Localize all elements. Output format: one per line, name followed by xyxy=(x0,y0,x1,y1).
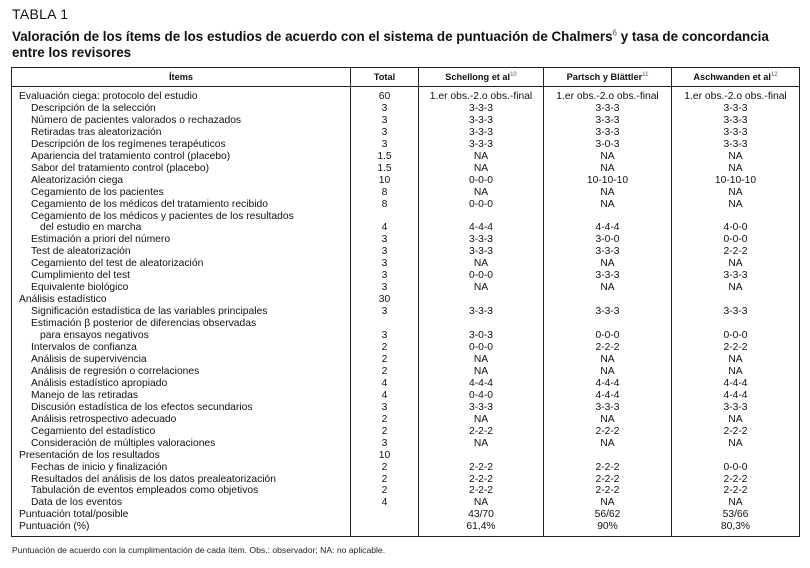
table-row xyxy=(12,390,800,402)
cell-total: 4 xyxy=(351,222,419,234)
cell-item: Intervalos de confianza xyxy=(12,342,351,354)
cell-schellong: NA xyxy=(419,414,544,426)
table-row xyxy=(12,354,800,366)
cell-item: Cegamiento del estadístico xyxy=(12,426,351,438)
table-row xyxy=(12,139,800,151)
cell-aschwanden: 3-3-3 xyxy=(672,402,800,414)
cell-partsch xyxy=(544,450,672,462)
cell-aschwanden: 3-3-3 xyxy=(672,115,800,127)
cell-item: Análisis estadístico apropiado xyxy=(12,378,351,390)
table-row xyxy=(12,234,800,246)
table-row xyxy=(12,318,800,330)
header-ref: 12 xyxy=(770,71,778,78)
cell-total: 2 xyxy=(351,342,419,354)
cell-schellong: NA xyxy=(419,151,544,163)
cell-item: Cegamiento de los médicos del tratamiento recibido xyxy=(12,199,351,211)
cell-total: 2 xyxy=(351,414,419,426)
cell-aschwanden xyxy=(672,294,800,306)
table-row xyxy=(12,246,800,258)
table-row xyxy=(12,330,800,342)
cell-aschwanden: 10-10-10 xyxy=(672,175,800,187)
cell-total: 3 xyxy=(351,402,419,414)
cell-total: 2 xyxy=(351,485,419,497)
table-row xyxy=(12,103,800,115)
cell-partsch: 3-0-0 xyxy=(544,234,672,246)
cell-aschwanden: 80,3% xyxy=(672,521,800,536)
table-row xyxy=(12,175,800,187)
cell-item: Descripción de los regímenes terapéuticos xyxy=(12,139,351,151)
table-row xyxy=(12,151,800,163)
cell-schellong: 2-2-2 xyxy=(419,485,544,497)
cell-total: 8 xyxy=(351,199,419,211)
cell-total: 3 xyxy=(351,438,419,450)
table-row xyxy=(12,509,800,521)
cell-item: Análisis de regresión o correlaciones xyxy=(12,366,351,378)
cell-aschwanden xyxy=(672,450,800,462)
cell-partsch: NA xyxy=(544,354,672,366)
cell-partsch: 3-3-3 xyxy=(544,402,672,414)
cell-total: 3 xyxy=(351,115,419,127)
cell-item: Puntuación (%) xyxy=(12,521,351,536)
cell-partsch: 2-2-2 xyxy=(544,462,672,474)
cell-item: para ensayos negativos xyxy=(12,330,351,342)
table-title xyxy=(12,29,802,61)
cell-total: 3 xyxy=(351,103,419,115)
cell-item: Análisis retrospectivo adecuado xyxy=(12,414,351,426)
cell-item: Sabor del tratamiento control (placebo) xyxy=(12,163,351,175)
cell-aschwanden: NA xyxy=(672,151,800,163)
cell-aschwanden: NA xyxy=(672,414,800,426)
cell-aschwanden xyxy=(672,211,800,223)
cell-partsch xyxy=(544,211,672,223)
cell-partsch: 3-3-3 xyxy=(544,115,672,127)
cell-partsch: 3-0-3 xyxy=(544,139,672,151)
cell-total: 3 xyxy=(351,127,419,139)
table-row xyxy=(12,378,800,390)
header-total: Total xyxy=(351,68,419,87)
cell-aschwanden: 53/66 xyxy=(672,509,800,521)
cell-item: Manejo de las retiradas xyxy=(12,390,351,402)
cell-item: Aleatorización ciega xyxy=(12,175,351,187)
table-row xyxy=(12,497,800,509)
cell-item: Tabulación de eventos empleados como objetivos xyxy=(12,485,351,497)
cell-aschwanden: 2-2-2 xyxy=(672,342,800,354)
table-row xyxy=(12,366,800,378)
table-label: TABLA 1 xyxy=(12,6,69,22)
cell-aschwanden: 3-3-3 xyxy=(672,139,800,151)
cell-total: 4 xyxy=(351,390,419,402)
table-row xyxy=(12,258,800,270)
header-items: Ítems xyxy=(12,68,351,87)
cell-schellong: 2-2-2 xyxy=(419,426,544,438)
cell-aschwanden: NA xyxy=(672,438,800,450)
cell-total: 3 xyxy=(351,330,419,342)
table-row xyxy=(12,438,800,450)
cell-aschwanden: 2-2-2 xyxy=(672,426,800,438)
cell-item: Discusión estadística de los efectos secundarios xyxy=(12,402,351,414)
cell-schellong: 1.er obs.-2.o obs.-final xyxy=(419,87,544,103)
cell-schellong: NA xyxy=(419,366,544,378)
cell-item: Cegamiento de los médicos y pacientes de los resultados xyxy=(12,211,351,223)
cell-item: Cegamiento del test de aleatorización xyxy=(12,258,351,270)
cell-aschwanden xyxy=(672,318,800,330)
cell-partsch: 4-4-4 xyxy=(544,378,672,390)
cell-total: 30 xyxy=(351,294,419,306)
header-aschwanden: Aschwanden et $al^{12}$ xyxy=(672,68,800,87)
cell-schellong: NA xyxy=(419,187,544,199)
cell-schellong: 0-0-0 xyxy=(419,199,544,211)
cell-partsch: NA xyxy=(544,199,672,211)
cell-partsch: 90% xyxy=(544,521,672,536)
cell-total: 2 xyxy=(351,474,419,486)
cell-item: Número de pacientes valorados o rechazados xyxy=(12,115,351,127)
cell-aschwanden: NA xyxy=(672,258,800,270)
cell-aschwanden: 4-4-4 xyxy=(672,390,800,402)
cell-schellong: NA xyxy=(419,258,544,270)
cell-partsch: 3-3-3 xyxy=(544,306,672,318)
table-row xyxy=(12,342,800,354)
cell-aschwanden: NA xyxy=(672,282,800,294)
cell-partsch: 4-4-4 xyxy=(544,222,672,234)
cell-partsch: 3-3-3 xyxy=(544,127,672,139)
cell-partsch: 2-2-2 xyxy=(544,426,672,438)
table-row xyxy=(12,211,800,223)
cell-partsch: 0-0-0 xyxy=(544,330,672,342)
cell-schellong: 0-0-0 xyxy=(419,342,544,354)
cell-total: 2 xyxy=(351,366,419,378)
table-body xyxy=(12,87,800,537)
cell-total: 2 xyxy=(351,354,419,366)
cell-partsch: NA xyxy=(544,497,672,509)
cell-aschwanden: 0-0-0 xyxy=(672,234,800,246)
cell-schellong: 3-3-3 xyxy=(419,246,544,258)
cell-aschwanden: 4-0-0 xyxy=(672,222,800,234)
cell-aschwanden: 2-2-2 xyxy=(672,246,800,258)
cell-partsch: 56/62 xyxy=(544,509,672,521)
cell-schellong xyxy=(419,450,544,462)
cell-partsch: NA xyxy=(544,438,672,450)
cell-partsch: 10-10-10 xyxy=(544,175,672,187)
cell-schellong: 3-3-3 xyxy=(419,127,544,139)
cell-item: del estudio en marcha xyxy=(12,222,351,234)
cell-item: Estimación β posterior de diferencias observadas xyxy=(12,318,351,330)
cell-schellong: 2-2-2 xyxy=(419,462,544,474)
cell-total: 4 xyxy=(351,497,419,509)
cell-aschwanden: 3-3-3 xyxy=(672,270,800,282)
cell-schellong: 3-3-3 xyxy=(419,139,544,151)
table-row xyxy=(12,127,800,139)
cell-schellong: 3-3-3 xyxy=(419,115,544,127)
cell-partsch xyxy=(544,318,672,330)
cell-schellong: NA xyxy=(419,354,544,366)
cell-partsch: 4-4-4 xyxy=(544,390,672,402)
table-row xyxy=(12,294,800,306)
cell-aschwanden: NA xyxy=(672,199,800,211)
cell-item: Cumplimiento del test xyxy=(12,270,351,282)
cell-total: 2 xyxy=(351,462,419,474)
cell-total: 3 xyxy=(351,139,419,151)
cell-partsch: 3-3-3 xyxy=(544,246,672,258)
cell-partsch: NA xyxy=(544,414,672,426)
table-row xyxy=(12,521,800,536)
cell-total xyxy=(351,521,419,536)
table-row xyxy=(12,282,800,294)
cell-item: Estimación a priori del número xyxy=(12,234,351,246)
cell-total: 3 xyxy=(351,270,419,282)
title-text: Valoración de los ítems de los estudios de acuerdo con el sistema de puntuación de Chalmers xyxy=(12,29,613,44)
cell-schellong: 4-4-4 xyxy=(419,222,544,234)
cell-aschwanden: NA xyxy=(672,163,800,175)
scoring-table xyxy=(11,67,800,537)
header-schellong: Schellong et $al^{10}$ xyxy=(419,68,544,87)
cell-item: Fechas de inicio y finalización xyxy=(12,462,351,474)
cell-item: Consideración de múltiples valoraciones xyxy=(12,438,351,450)
cell-aschwanden: 4-4-4 xyxy=(672,378,800,390)
cell-schellong: 3-3-3 xyxy=(419,402,544,414)
cell-item: Descripción de la selección xyxy=(12,103,351,115)
cell-item: Data de los eventos xyxy=(12,497,351,509)
table-row xyxy=(12,187,800,199)
cell-partsch xyxy=(544,294,672,306)
cell-partsch: 3-3-3 xyxy=(544,270,672,282)
table-row xyxy=(12,115,800,127)
cell-total xyxy=(351,509,419,521)
table-row xyxy=(12,87,800,103)
cell-partsch: NA xyxy=(544,366,672,378)
cell-schellong: NA xyxy=(419,282,544,294)
cell-partsch: 3-3-3 xyxy=(544,103,672,115)
cell-total: 3 xyxy=(351,234,419,246)
cell-item: Retiradas tras aleatorización xyxy=(12,127,351,139)
cell-item: Puntuación total/posible xyxy=(12,509,351,521)
cell-partsch: 2-2-2 xyxy=(544,342,672,354)
cell-schellong: 3-3-3 xyxy=(419,234,544,246)
table-row xyxy=(12,426,800,438)
table-row xyxy=(12,474,800,486)
cell-schellong xyxy=(419,211,544,223)
cell-partsch: NA xyxy=(544,282,672,294)
cell-total: 2 xyxy=(351,426,419,438)
cell-aschwanden: NA xyxy=(672,187,800,199)
cell-schellong: 0-0-0 xyxy=(419,175,544,187)
cell-item: Cegamiento de los pacientes xyxy=(12,187,351,199)
cell-total: 3 xyxy=(351,306,419,318)
cell-item: Equivalente biológico xyxy=(12,282,351,294)
cell-partsch: NA xyxy=(544,163,672,175)
table-row xyxy=(12,163,800,175)
cell-aschwanden: 0-0-0 xyxy=(672,330,800,342)
cell-schellong: NA xyxy=(419,438,544,450)
header-ref: 10 xyxy=(510,71,517,78)
cell-partsch: NA xyxy=(544,151,672,163)
cell-schellong: NA xyxy=(419,497,544,509)
cell-total: 1.5 xyxy=(351,151,419,163)
cell-aschwanden: 3-3-3 xyxy=(672,127,800,139)
cell-schellong: 4-4-4 xyxy=(419,378,544,390)
cell-schellong: 61,4% xyxy=(419,521,544,536)
cell-schellong xyxy=(419,294,544,306)
table-row xyxy=(12,270,800,282)
cell-schellong: 0-0-0 xyxy=(419,270,544,282)
cell-aschwanden: 0-0-0 xyxy=(672,462,800,474)
cell-aschwanden: 1.er obs.-2.o obs.-final xyxy=(672,87,800,103)
cell-total xyxy=(351,318,419,330)
cell-item: Apariencia del tratamiento control (placebo) xyxy=(12,151,351,163)
cell-schellong: 43/70 xyxy=(419,509,544,521)
cell-partsch: 1.er obs.-2.o obs.-final xyxy=(544,87,672,103)
cell-item: Test de aleatorización xyxy=(12,246,351,258)
cell-total: 10 xyxy=(351,450,419,462)
cell-item: Evaluación ciega: protocolo del estudio xyxy=(12,87,351,103)
table-row xyxy=(12,306,800,318)
cell-total: 3 xyxy=(351,258,419,270)
title-reference: 6 xyxy=(612,28,617,38)
cell-total: 3 xyxy=(351,282,419,294)
cell-item: Análisis de supervivencia xyxy=(12,354,351,366)
table-row xyxy=(12,485,800,497)
title-text-continued: y tasa de concordancia entre los revisores xyxy=(12,29,769,60)
cell-aschwanden: NA xyxy=(672,497,800,509)
cell-schellong xyxy=(419,318,544,330)
cell-total: 10 xyxy=(351,175,419,187)
cell-item: Significación estadística de las variables principales xyxy=(12,306,351,318)
cell-aschwanden: 2-2-2 xyxy=(672,474,800,486)
cell-schellong: 3-0-3 xyxy=(419,330,544,342)
cell-schellong: 0-4-0 xyxy=(419,390,544,402)
cell-partsch: NA xyxy=(544,258,672,270)
footnote: Puntuación de acuerdo con la cumplimentación de cada ítem. Obs.: observador; NA: no aplicable. xyxy=(12,545,386,555)
table-row xyxy=(12,402,800,414)
cell-item: Análisis estadístico xyxy=(12,294,351,306)
cell-aschwanden: 2-2-2 xyxy=(672,485,800,497)
header-row xyxy=(12,68,800,87)
cell-partsch: NA xyxy=(544,187,672,199)
table-row xyxy=(12,462,800,474)
table-row xyxy=(12,414,800,426)
cell-aschwanden: NA xyxy=(672,354,800,366)
table-row xyxy=(12,199,800,211)
cell-total: 60 xyxy=(351,87,419,103)
cell-partsch: 2-2-2 xyxy=(544,485,672,497)
cell-item: Resultados del análisis de los datos prealeatorización xyxy=(12,474,351,486)
cell-aschwanden: 3-3-3 xyxy=(672,103,800,115)
cell-total: 4 xyxy=(351,378,419,390)
cell-aschwanden: 3-3-3 xyxy=(672,306,800,318)
cell-partsch: 2-2-2 xyxy=(544,474,672,486)
header-ref: 11 xyxy=(642,71,649,78)
cell-item: Presentación de los resultados xyxy=(12,450,351,462)
header-partsch: Partsch y Blättler$^{11}$ xyxy=(544,68,672,87)
cell-aschwanden: NA xyxy=(672,366,800,378)
cell-total: 3 xyxy=(351,246,419,258)
table-row xyxy=(12,222,800,234)
cell-schellong: 2-2-2 xyxy=(419,474,544,486)
cell-total: 8 xyxy=(351,187,419,199)
cell-schellong: NA xyxy=(419,163,544,175)
cell-total xyxy=(351,211,419,223)
table-row xyxy=(12,450,800,462)
cell-schellong: 3-3-3 xyxy=(419,103,544,115)
cell-total: 1.5 xyxy=(351,163,419,175)
cell-schellong: 3-3-3 xyxy=(419,306,544,318)
